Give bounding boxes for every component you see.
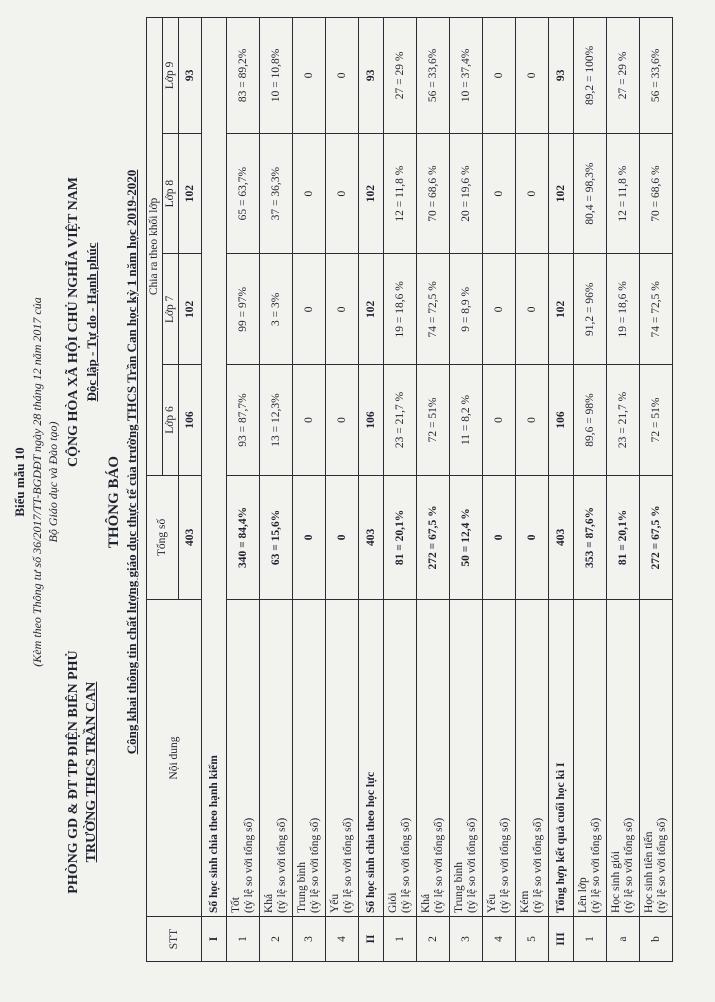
header-grade-9-count: 93 <box>179 18 202 134</box>
row-total: 340 = 84,4% <box>227 475 260 599</box>
document-title: THÔNG BÁO <box>106 455 122 549</box>
row-grade-7: 9 = 8,9 % <box>450 254 483 365</box>
row-grade-7: 99 = 97% <box>227 254 260 365</box>
document-subtitle: Công khai thông tin chất lượng giáo dục thực tế của trường THCS Trần Can học kỳ 1 năm học 2019-2020 <box>124 169 139 755</box>
row-grade-8: 0 <box>516 133 549 254</box>
row-content <box>607 600 640 917</box>
row-grade-7: 91,2 = 96% <box>574 254 607 365</box>
header-grade-8-count: 102 <box>179 133 202 254</box>
row-content <box>417 600 450 917</box>
row-label: Trung bình <box>296 861 308 913</box>
row-grade-7: 0 <box>293 254 326 365</box>
row-grade-6: 106 <box>549 365 574 476</box>
row-grade-9: 0 <box>483 18 516 134</box>
row-stt: 5 <box>516 917 549 962</box>
header-grade-7: Lớp 7 <box>163 254 179 365</box>
row-stt: 1 <box>227 917 260 962</box>
row-label: Trung bình <box>453 861 465 913</box>
ratio-note: (tỷ lệ so với tổng số) <box>623 817 635 913</box>
row-content <box>384 600 417 917</box>
row-grade-8: 12 = 11,8 % <box>384 133 417 254</box>
header-grade-6: Lớp 6 <box>163 365 179 476</box>
row-stt: 2 <box>260 917 293 962</box>
row-grade-6: 13 = 12,3% <box>260 365 293 476</box>
row-grade-6: 23 = 21,7 % <box>607 365 640 476</box>
ratio-note: (tỷ lệ so với tổng số) <box>309 817 321 913</box>
row-grade-7: 0 <box>516 254 549 365</box>
national-motto: Độc lập - Tự do - Hạnh phúc <box>84 242 99 402</box>
row-stt: 1 <box>384 917 417 962</box>
row-grade-9: 10 = 10,8% <box>260 18 293 134</box>
row-grade-8: 0 <box>326 133 359 254</box>
row-grade-6: 106 <box>359 365 384 476</box>
row-total: 403 <box>359 475 384 599</box>
table-row <box>549 18 574 962</box>
row-grade-8: 20 = 19,6 % <box>450 133 483 254</box>
ratio-note: (tỷ lệ so với tổng số) <box>656 817 668 913</box>
table-row <box>326 18 359 962</box>
row-label: Học sinh giỏi <box>610 851 622 913</box>
table-row <box>293 18 326 962</box>
table-row <box>359 18 384 962</box>
table-row <box>574 18 607 962</box>
row-total: 63 = 15,6% <box>260 475 293 599</box>
row-content <box>516 600 549 917</box>
row-grade-9: 0 <box>326 18 359 134</box>
row-stt: 1 <box>574 917 607 962</box>
reference-line-2: Bộ Giáo dục và Đào tạo) <box>46 421 60 543</box>
row-grade-7: 19 = 18,6 % <box>384 254 417 365</box>
row-label: Yếu <box>486 893 498 913</box>
row-grade-9: 27 = 29 % <box>384 18 417 134</box>
ratio-note: (tỷ lệ so với tổng số) <box>400 817 412 913</box>
row-label: Lên lớp <box>577 877 589 913</box>
row-stt: 4 <box>483 917 516 962</box>
header-grade-7-count: 102 <box>179 254 202 365</box>
table-row <box>384 18 417 962</box>
row-grade-7: 102 <box>359 254 384 365</box>
row-total: 0 <box>326 475 359 599</box>
school-name: TRƯỜNG THCS TRẦN CAN <box>84 681 99 863</box>
row-grade-9: 93 <box>549 18 574 134</box>
table-row <box>450 18 483 962</box>
ratio-note: (tỷ lệ so với tổng số) <box>499 817 511 913</box>
ratio-note: (tỷ lệ so với tổng số) <box>342 817 354 913</box>
ratio-note: (tỷ lệ so với tổng số) <box>590 817 602 913</box>
row-grade-9: 89,2 = 100% <box>574 18 607 134</box>
row-grade-9: 27 = 29 % <box>607 18 640 134</box>
country-name: CỘNG HÒA XÃ HỘI CHỦ NGHĨA VIỆT NAM <box>66 177 81 468</box>
row-label: Yếu <box>329 893 341 913</box>
table-row <box>202 18 227 962</box>
row-grade-8: 70 = 68,6 % <box>640 133 673 254</box>
row-grade-6: 93 = 87,7% <box>227 365 260 476</box>
row-content <box>450 600 483 917</box>
row-label: Tốt <box>230 897 242 913</box>
ratio-note: (tỷ lệ so với tổng số) <box>276 817 288 913</box>
row-total: 0 <box>516 475 549 599</box>
row-total: 272 = 67,5 % <box>640 475 673 599</box>
row-stt: 4 <box>326 917 359 962</box>
row-grade-8: 65 = 63,7% <box>227 133 260 254</box>
header-stt: STT <box>147 917 202 962</box>
row-grade-9: 56 = 33,6% <box>640 18 673 134</box>
row-stt: I <box>202 917 227 962</box>
row-content <box>574 600 607 917</box>
row-grade-8: 0 <box>293 133 326 254</box>
row-stt: 3 <box>293 917 326 962</box>
row-total: 81 = 20,1% <box>607 475 640 599</box>
row-content <box>260 600 293 917</box>
row-grade-9: 0 <box>516 18 549 134</box>
row-total: 0 <box>293 475 326 599</box>
row-grade-8: 102 <box>359 133 384 254</box>
row-grade-8: 70 = 68,6 % <box>417 133 450 254</box>
row-grade-7: 102 <box>549 254 574 365</box>
row-grade-7: 0 <box>326 254 359 365</box>
row-grade-7: 19 = 18,6 % <box>607 254 640 365</box>
table-row <box>516 18 549 962</box>
header-grade-8: Lớp 8 <box>163 133 179 254</box>
row-stt: a <box>607 917 640 962</box>
row-grade-8: 102 <box>549 133 574 254</box>
row-stt: b <box>640 917 673 962</box>
row-total: 0 <box>483 475 516 599</box>
row-stt: III <box>549 917 574 962</box>
row-grade-7: 0 <box>483 254 516 365</box>
reference-line-1: (Kèm theo Thông tư số 36/2017/TT-BGDĐT ngày 28 tháng 12 năm 2017 của <box>30 297 44 667</box>
row-grade-6: 72 = 51% <box>417 365 450 476</box>
header-grade-9: Lớp 9 <box>163 18 179 134</box>
row-grade-9: 10 = 37,4% <box>450 18 483 134</box>
row-stt: II <box>359 917 384 962</box>
row-grade-8: 37 = 36,3% <box>260 133 293 254</box>
header-total-count: 403 <box>179 475 202 599</box>
row-label: Kém <box>519 890 531 913</box>
row-grade-7: 74 = 72,5 % <box>417 254 450 365</box>
row-label: Khá <box>420 893 432 913</box>
row-label: Học sinh tiên tiến <box>643 831 655 913</box>
section-heading: Tổng hợp kết quả cuối học kì I <box>549 600 574 917</box>
row-total: 81 = 20,1% <box>384 475 417 599</box>
section-heading: Số học sinh chia theo hạnh kiểm <box>202 18 227 917</box>
ratio-note: (tỷ lệ so với tổng số) <box>466 817 478 913</box>
row-content <box>326 600 359 917</box>
ratio-note: (tỷ lệ so với tổng số) <box>433 817 445 913</box>
row-grade-7: 74 = 72,5 % <box>640 254 673 365</box>
department-name: PHÒNG GD & ĐT TP ĐIỆN BIÊN PHỦ <box>66 650 81 894</box>
row-grade-8: 12 = 11,8 % <box>607 133 640 254</box>
row-grade-8: 80,4 = 98,3% <box>574 133 607 254</box>
row-grade-9: 56 = 33,6% <box>417 18 450 134</box>
table-row <box>227 18 260 962</box>
row-total: 353 = 87,6% <box>574 475 607 599</box>
row-grade-9: 93 <box>359 18 384 134</box>
row-grade-6: 0 <box>293 365 326 476</box>
row-grade-9: 0 <box>293 18 326 134</box>
row-total: 403 <box>549 475 574 599</box>
row-content <box>227 600 260 917</box>
table-row <box>417 18 450 962</box>
row-grade-6: 72 = 51% <box>640 365 673 476</box>
table-row <box>483 18 516 962</box>
section-heading: Số học sinh chia theo học lực <box>359 600 384 917</box>
ratio-note: (tỷ lệ so với tổng số) <box>532 817 544 913</box>
header-content: Nội dung <box>147 600 202 917</box>
row-grade-6: 89,6 = 98% <box>574 365 607 476</box>
row-stt: 3 <box>450 917 483 962</box>
row-total: 272 = 67,5 % <box>417 475 450 599</box>
row-content <box>640 600 673 917</box>
row-grade-6: 23 = 21,7 % <box>384 365 417 476</box>
row-grade-8: 0 <box>483 133 516 254</box>
header-total: Tổng số <box>147 475 179 599</box>
table-row <box>260 18 293 962</box>
row-grade-6: 11 = 8,2 % <box>450 365 483 476</box>
form-label: Biểu mẫu 10 <box>12 447 27 517</box>
ratio-note: (tỷ lệ so với tổng số) <box>243 817 255 913</box>
row-content <box>483 600 516 917</box>
row-grade-6: 0 <box>516 365 549 476</box>
row-grade-6: 0 <box>326 365 359 476</box>
table-row <box>607 18 640 962</box>
row-label: Giỏi <box>387 892 399 913</box>
row-grade-9: 83 = 89,2% <box>227 18 260 134</box>
row-total: 50 = 12,4 % <box>450 475 483 599</box>
row-content <box>293 600 326 917</box>
header-grade-6-count: 106 <box>179 365 202 476</box>
row-label: Khá <box>263 893 275 913</box>
row-grade-6: 0 <box>483 365 516 476</box>
row-grade-7: 3 = 3% <box>260 254 293 365</box>
header-grade-group: Chia ra theo khối lớp <box>147 18 163 476</box>
statistics-table <box>146 17 673 962</box>
table-row <box>640 18 673 962</box>
row-stt: 2 <box>417 917 450 962</box>
